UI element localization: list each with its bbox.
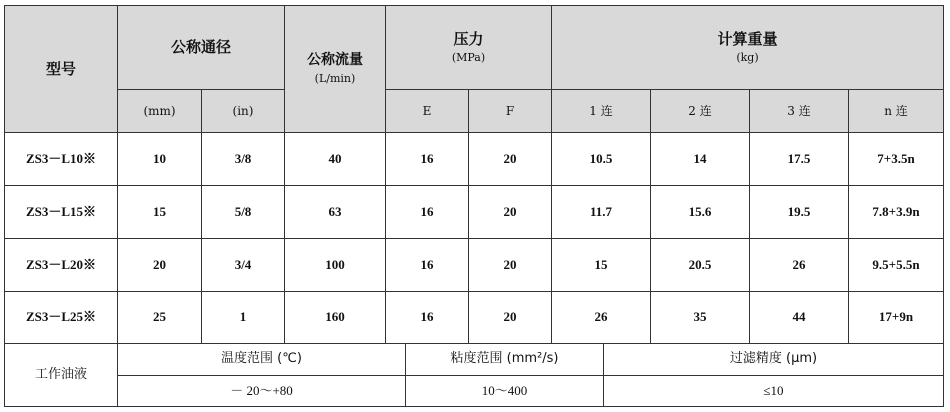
fluid-label: 工作油液: [4, 343, 118, 407]
nominal-flow-unit: (L/min): [314, 71, 356, 85]
header-unit-in: (in): [201, 89, 285, 133]
row-e: 16: [385, 185, 469, 239]
nominal-flow-label: 公称流量: [307, 52, 363, 69]
row-w1: 26: [551, 291, 651, 344]
viscosity-range-label: 粘度范围 (mm²/s): [405, 343, 604, 376]
row-f: 20: [468, 132, 552, 186]
header-pressure: [385, 5, 552, 90]
row-w2: 35: [650, 291, 750, 344]
temp-range-label: 温度范围 (℃): [117, 343, 406, 376]
temp-range-value: － 20～+80: [117, 375, 406, 407]
row-w3: 17.5: [749, 132, 849, 186]
filter-accuracy-label: 过滤精度 (μm): [603, 343, 944, 376]
row-mm: 10: [117, 132, 202, 186]
row-e: 16: [385, 291, 469, 344]
row-mm: 20: [117, 238, 202, 292]
row-flow: 40: [284, 132, 386, 186]
row-in: 5/8: [201, 185, 285, 239]
row-f: 20: [468, 291, 552, 344]
row-mm: 15: [117, 185, 202, 239]
row-w3: 44: [749, 291, 849, 344]
row-f: 20: [468, 185, 552, 239]
row-model: ZS3－L20※: [4, 238, 118, 292]
weight-label: 计算重量: [717, 30, 778, 49]
row-e: 16: [385, 132, 469, 186]
header-nominal-flow: [284, 5, 386, 133]
row-w2: 14: [650, 132, 750, 186]
filter-accuracy-value: ≤10: [603, 375, 944, 407]
header-model: 型号: [4, 5, 118, 133]
header-pressure-f: F: [468, 89, 552, 133]
weight-unit: (kg): [736, 51, 759, 64]
row-w3: 26: [749, 238, 849, 292]
row-flow: 100: [284, 238, 386, 292]
row-w1: 10.5: [551, 132, 651, 186]
row-w1: 15: [551, 238, 651, 292]
row-in: 3/4: [201, 238, 285, 292]
header-unit-mm: (mm): [117, 89, 202, 133]
spec-table: [4, 5, 944, 407]
row-mm: 25: [117, 291, 202, 344]
header-weight-n: n 连: [848, 89, 944, 133]
row-w1: 11.7: [551, 185, 651, 239]
header-weight: [551, 5, 944, 90]
row-model: ZS3－L25※: [4, 291, 118, 344]
header-weight-3: 3 连: [749, 89, 849, 133]
row-model: ZS3－L10※: [4, 132, 118, 186]
row-flow: 63: [284, 185, 386, 239]
row-in: 3/8: [201, 132, 285, 186]
row-wn: 9.5+5.5n: [848, 238, 944, 292]
row-w2: 15.6: [650, 185, 750, 239]
row-wn: 17+9n: [848, 291, 944, 344]
row-w2: 20.5: [650, 238, 750, 292]
row-flow: 160: [284, 291, 386, 344]
header-pressure-e: E: [385, 89, 469, 133]
row-f: 20: [468, 238, 552, 292]
row-wn: 7+3.5n: [848, 132, 944, 186]
row-w3: 19.5: [749, 185, 849, 239]
header-weight-1: 1 连: [551, 89, 651, 133]
header-weight-2: 2 连: [650, 89, 750, 133]
viscosity-range-value: 10～400: [405, 375, 604, 407]
row-wn: 7.8+3.9n: [848, 185, 944, 239]
pressure-unit: (MPa): [451, 51, 486, 64]
row-e: 16: [385, 238, 469, 292]
row-model: ZS3－L15※: [4, 185, 118, 239]
row-in: 1: [201, 291, 285, 344]
header-nominal-diameter: 公称通径: [117, 5, 285, 90]
pressure-label: 压力: [453, 30, 484, 49]
